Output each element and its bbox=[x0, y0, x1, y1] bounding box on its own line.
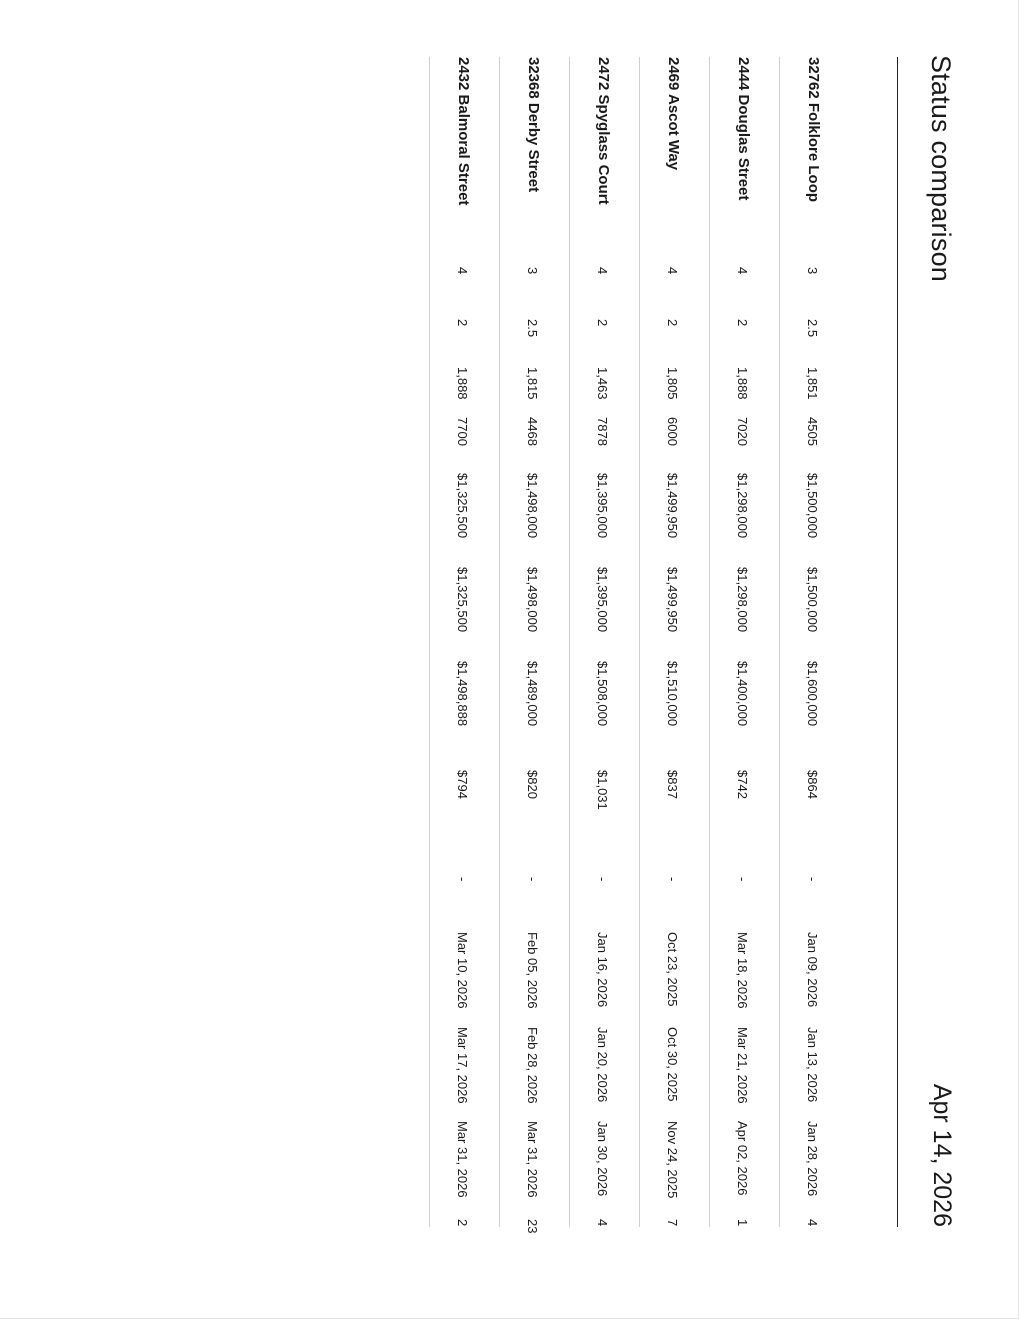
table-row bbox=[499, 57, 570, 1234]
cell-sqft: 1,888 bbox=[455, 367, 470, 400]
cell-lot: 6000 bbox=[665, 417, 680, 446]
cell-date3: Jan 28, 2026 bbox=[805, 1121, 820, 1197]
cell-price-sqft: $864 bbox=[805, 770, 820, 799]
cell-date1: Mar 10, 2026 bbox=[455, 932, 470, 1009]
cell-lot: 4505 bbox=[805, 417, 820, 446]
cell-orig-price: $1,298,000 bbox=[735, 567, 750, 633]
table-row bbox=[429, 57, 500, 1227]
cell-list-price: $1,499,950 bbox=[665, 473, 680, 539]
cell-beds: 3 bbox=[525, 267, 540, 275]
cell-address: 2472 Spyglass Court bbox=[595, 57, 612, 205]
cell-baths: 2.5 bbox=[525, 319, 540, 338]
cell-sqft: 1,851 bbox=[805, 367, 820, 400]
cell-baths: 2.5 bbox=[805, 319, 820, 338]
cell-orig-price: $1,395,000 bbox=[595, 567, 610, 633]
cell-address: 32762 Folklore Loop bbox=[805, 57, 822, 203]
table-row bbox=[709, 57, 780, 1227]
cell-dash: - bbox=[525, 877, 540, 882]
cell-price-sqft: $837 bbox=[665, 770, 680, 799]
cell-dash: - bbox=[455, 877, 470, 882]
cell-lot: 7878 bbox=[595, 417, 610, 446]
cell-baths: 2 bbox=[595, 319, 610, 327]
cell-date3: Mar 31, 2026 bbox=[455, 1121, 470, 1198]
table-row bbox=[779, 57, 850, 1227]
cell-date3: Jan 30, 2026 bbox=[595, 1121, 610, 1197]
cell-price-sqft: $794 bbox=[455, 770, 470, 799]
cell-lot: 7700 bbox=[455, 417, 470, 446]
cell-list-price: $1,498,000 bbox=[525, 473, 540, 539]
cell-baths: 2 bbox=[665, 319, 680, 327]
cell-date2: Mar 21, 2026 bbox=[735, 1027, 750, 1104]
cell-dash: - bbox=[735, 877, 750, 882]
cell-price-sqft: $1,031 bbox=[595, 770, 610, 810]
cell-baths: 2 bbox=[735, 319, 750, 327]
cell-orig-price: $1,325,500 bbox=[455, 567, 470, 633]
table-row bbox=[569, 57, 640, 1227]
cell-days: 4 bbox=[805, 1219, 820, 1227]
cell-days: 2 bbox=[455, 1219, 470, 1227]
report-date: Apr 14, 2026 bbox=[928, 1083, 956, 1227]
cell-list-price: $1,500,000 bbox=[805, 473, 820, 539]
cell-address: 2469 Ascot Way bbox=[665, 57, 682, 171]
cell-sold-price: $1,600,000 bbox=[805, 661, 820, 727]
cell-sold-price: $1,510,000 bbox=[665, 661, 680, 727]
cell-days: 23 bbox=[525, 1219, 540, 1234]
header-rule bbox=[897, 57, 898, 1227]
cell-sqft: 1,888 bbox=[735, 367, 750, 400]
cell-sqft: 1,805 bbox=[665, 367, 680, 400]
cell-dash: - bbox=[665, 877, 680, 882]
cell-beds: 3 bbox=[805, 267, 820, 275]
cell-address: 2432 Balmoral Street bbox=[455, 57, 472, 206]
cell-sold-price: $1,489,000 bbox=[525, 661, 540, 727]
cell-price-sqft: $820 bbox=[525, 770, 540, 799]
cell-baths: 2 bbox=[455, 319, 470, 327]
cell-sold-price: $1,498,888 bbox=[455, 661, 470, 727]
cell-beds: 4 bbox=[595, 267, 610, 275]
cell-sold-price: $1,508,000 bbox=[595, 661, 610, 727]
page-title: Status comparison bbox=[926, 55, 956, 283]
cell-lot: 4468 bbox=[525, 417, 540, 446]
cell-date1: Jan 16, 2026 bbox=[595, 932, 610, 1008]
cell-address: 32368 Derby Street bbox=[525, 57, 542, 193]
cell-date2: Feb 28, 2026 bbox=[525, 1027, 540, 1104]
cell-sold-price: $1,400,000 bbox=[735, 661, 750, 727]
cell-orig-price: $1,498,000 bbox=[525, 567, 540, 633]
cell-orig-price: $1,499,950 bbox=[665, 567, 680, 633]
cell-address: 2444 Douglas Street bbox=[735, 57, 752, 201]
cell-date3: Nov 24, 2025 bbox=[665, 1121, 680, 1199]
cell-date1: Jan 09, 2026 bbox=[805, 932, 820, 1008]
cell-list-price: $1,395,000 bbox=[595, 473, 610, 539]
cell-days: 1 bbox=[735, 1219, 750, 1227]
cell-date2: Mar 17, 2026 bbox=[455, 1027, 470, 1104]
cell-date3: Mar 31, 2026 bbox=[525, 1121, 540, 1198]
cell-dash: - bbox=[805, 877, 820, 882]
table-row bbox=[639, 57, 710, 1227]
cell-date2: Oct 30, 2025 bbox=[665, 1027, 680, 1102]
cell-beds: 4 bbox=[665, 267, 680, 275]
cell-list-price: $1,298,000 bbox=[735, 473, 750, 539]
cell-beds: 4 bbox=[735, 267, 750, 275]
cell-sqft: 1,463 bbox=[595, 367, 610, 400]
cell-date1: Oct 23, 2025 bbox=[665, 932, 680, 1007]
cell-date2: Jan 20, 2026 bbox=[595, 1027, 610, 1103]
cell-date1: Mar 18, 2026 bbox=[735, 932, 750, 1009]
cell-beds: 4 bbox=[455, 267, 470, 275]
cell-days: 4 bbox=[595, 1219, 610, 1227]
cell-sqft: 1,815 bbox=[525, 367, 540, 400]
cell-date1: Feb 05, 2026 bbox=[525, 932, 540, 1009]
cell-list-price: $1,325,500 bbox=[455, 473, 470, 539]
cell-price-sqft: $742 bbox=[735, 770, 750, 799]
cell-lot: 7020 bbox=[735, 417, 750, 446]
cell-date3: Apr 02, 2026 bbox=[735, 1121, 750, 1196]
cell-date2: Jan 13, 2026 bbox=[805, 1027, 820, 1103]
cell-days: 7 bbox=[665, 1219, 680, 1227]
cell-orig-price: $1,500,000 bbox=[805, 567, 820, 633]
cell-dash: - bbox=[595, 877, 610, 882]
